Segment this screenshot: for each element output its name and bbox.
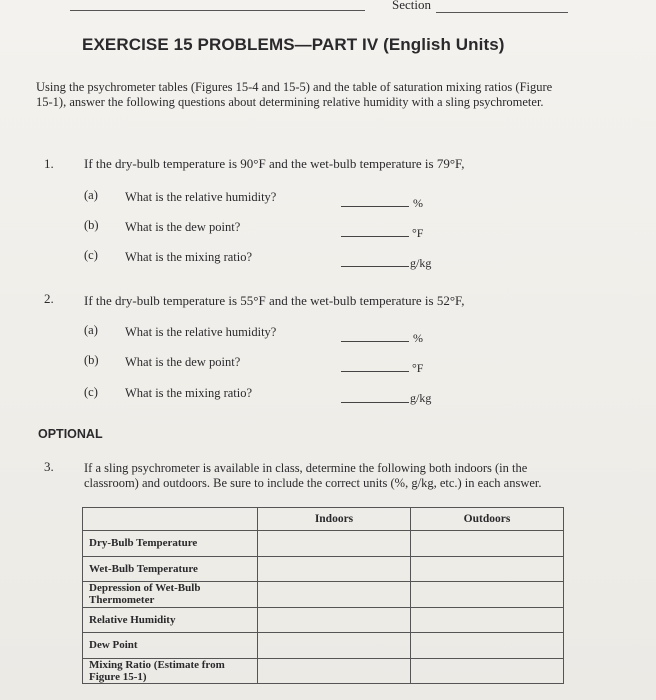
optional-heading: OPTIONAL (38, 427, 103, 441)
indoors-cell[interactable] (258, 633, 411, 659)
table-header-indoors: Indoors (258, 508, 411, 531)
intro-text: Using the psychrometer tables (Figures 15-4 and 15-5) and the table of saturation mixing ratios (Figure 15-1), answer the following questions about determining relative humidity with a sling psychrometer. (36, 80, 553, 109)
indoors-cell[interactable] (258, 607, 411, 633)
psychrometer-table (82, 507, 564, 684)
outdoors-cell[interactable] (411, 607, 564, 633)
section-label: Section (392, 0, 431, 12)
question-3-number: 3. (44, 459, 54, 474)
q1-a-unit: % (413, 196, 423, 210)
row-label: Dry-Bulb Temperature (83, 531, 258, 557)
q2-a-text: What is the relative humidity? (125, 325, 277, 339)
q1-c-letter: (c) (84, 248, 98, 262)
q1-a-letter: (a) (84, 188, 98, 202)
table-row (83, 607, 564, 633)
indoors-cell[interactable] (258, 531, 411, 557)
outdoors-cell[interactable] (411, 658, 564, 684)
question-3-text: If a sling psychrometer is available in class, determine the following both indoors (in the classroom) and outdoors. Be sure to include the correct units (%, g/kg, etc.) in each answer. (84, 461, 542, 490)
table-header-row (83, 508, 564, 531)
table-header-blank (83, 508, 258, 531)
q1-b-unit: °F (412, 226, 424, 240)
row-label: Wet-Bulb Temperature (83, 556, 258, 582)
question-1-number: 1. (44, 156, 54, 171)
outdoors-cell[interactable] (411, 531, 564, 557)
q1-c-text: What is the mixing ratio? (125, 250, 253, 264)
indoors-cell[interactable] (258, 582, 411, 608)
table-header-outdoors: Outdoors (411, 508, 564, 531)
outdoors-cell[interactable] (411, 633, 564, 659)
table-row (83, 556, 564, 582)
q2-b-letter: (b) (84, 353, 99, 367)
q1-b-text: What is the dew point? (125, 220, 241, 234)
outdoors-cell[interactable] (411, 556, 564, 582)
row-label: Depression of Wet-Bulb Thermometer (83, 582, 258, 608)
question-2-text: If the dry-bulb temperature is 55°F and the wet-bulb temperature is 52°F, (84, 293, 465, 308)
q1-c-unit: g/kg (410, 256, 432, 270)
q1-b-letter: (b) (84, 218, 99, 232)
section-blank (436, 12, 568, 13)
q2-b-answer-blank[interactable] (341, 371, 409, 372)
table-row (83, 633, 564, 659)
header-rule (70, 10, 365, 11)
q2-a-letter: (a) (84, 323, 98, 337)
indoors-cell[interactable] (258, 556, 411, 582)
question-1-text: If the dry-bulb temperature is 90°F and the wet-bulb temperature is 79°F, (84, 156, 465, 171)
q2-b-unit: °F (412, 361, 424, 375)
indoors-cell[interactable] (258, 658, 411, 684)
q1-b-answer-blank[interactable] (341, 236, 409, 237)
table-row (83, 658, 564, 684)
q2-a-unit: % (413, 331, 423, 345)
q2-a-answer-blank[interactable] (341, 341, 409, 342)
table-row (83, 582, 564, 608)
question-2-number: 2. (44, 291, 54, 306)
q2-c-answer-blank[interactable] (341, 402, 409, 403)
page-title: EXERCISE 15 PROBLEMS—PART IV (English Units) (82, 35, 505, 54)
row-label: Dew Point (83, 633, 258, 659)
q2-c-text: What is the mixing ratio? (125, 386, 253, 400)
row-label: Relative Humidity (83, 607, 258, 633)
q2-c-unit: g/kg (410, 391, 432, 405)
q2-b-text: What is the dew point? (125, 355, 241, 369)
q1-c-answer-blank[interactable] (341, 266, 409, 267)
outdoors-cell[interactable] (411, 582, 564, 608)
row-label: Mixing Ratio (Estimate from Figure 15-1) (83, 658, 258, 684)
table-row (83, 531, 564, 557)
q2-c-letter: (c) (84, 385, 98, 399)
q1-a-answer-blank[interactable] (341, 206, 409, 207)
q1-a-text: What is the relative humidity? (125, 190, 277, 204)
